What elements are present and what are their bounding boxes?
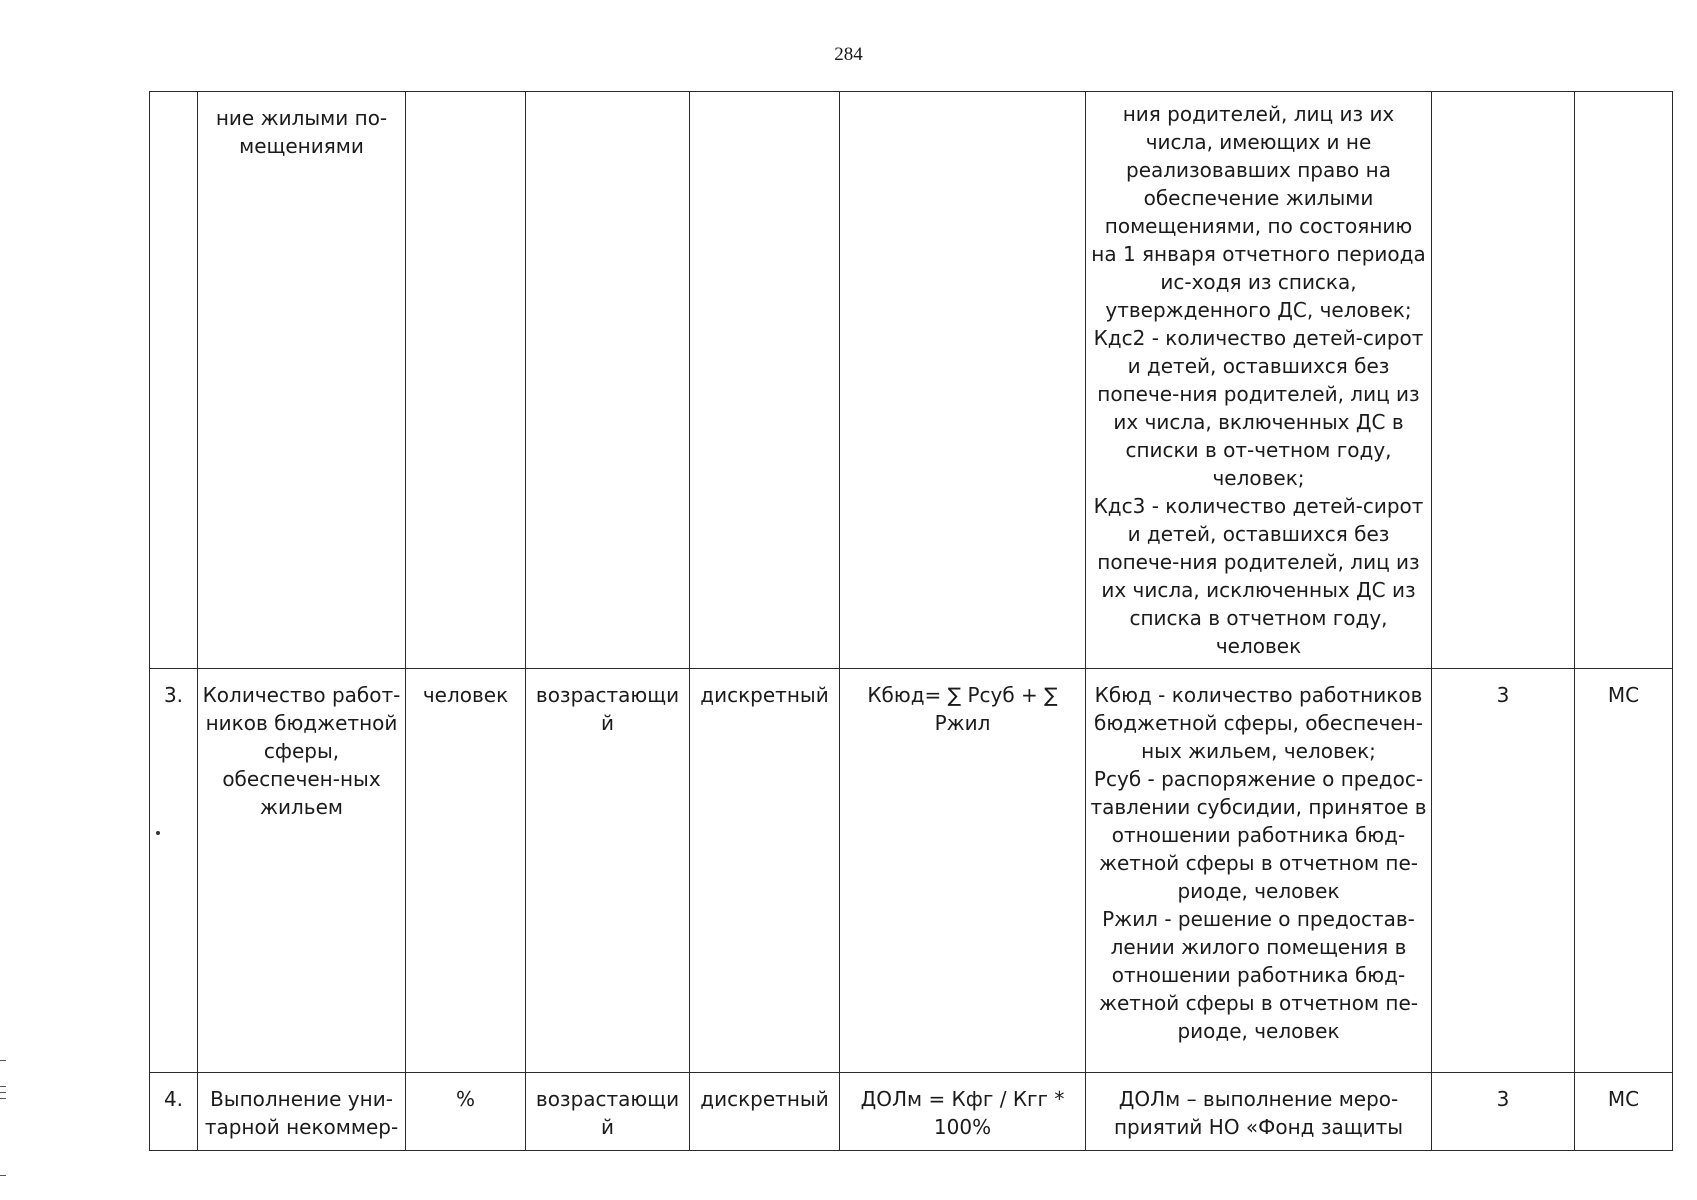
margin-mark [0, 1086, 6, 1087]
formula-cell: ДОЛм = Кфг / Кгг * 100% [840, 1073, 1086, 1151]
margin-mark [0, 1060, 6, 1061]
responsible-cell: МС [1575, 669, 1673, 1073]
unit-cell: человек [406, 669, 526, 1073]
formula-cell [840, 92, 1086, 669]
description-cell [1086, 669, 1432, 1073]
page-number: 284 [834, 44, 863, 65]
row-number: 3. [150, 669, 198, 1073]
type-cell: дискретный [690, 1073, 840, 1151]
margin-mark [0, 1092, 6, 1093]
description-line: Кдс3 - количество детей-сирот и детей, оставшихся без попече-ния родителей, лиц из их числа, исключенных ДС из списка в отчетном году, человек [1093, 494, 1424, 658]
responsible-cell: МС [1575, 1073, 1673, 1151]
description-line: Рсуб - распоряжение о предос-тавлении субсидии, принятое в отношении работника бюд-жетной сферы в отчетном пе-риоде, человек [1090, 767, 1427, 903]
table-row [150, 92, 1673, 669]
value-cell: 3 [1432, 669, 1575, 1073]
margin-mark [0, 1175, 6, 1176]
responsible-cell [1575, 92, 1673, 669]
scan-speck [156, 831, 160, 835]
type-cell: дискретный [690, 669, 840, 1073]
formula-cell: Кбюд= ∑ Рсуб + ∑ Ржил [840, 669, 1086, 1073]
unit-cell: % [406, 1073, 526, 1151]
value-cell [1432, 92, 1575, 669]
indicator-name: Количество работ-ников бюджетной сферы, обеспечен-ных жильем [198, 669, 406, 1073]
direction-cell: возрастающий [526, 1073, 690, 1151]
indicator-table [149, 91, 1673, 1151]
row-number [150, 92, 198, 669]
description-line: Кдс2 - количество детей-сирот и детей, оставшихся без попече-ния родителей, лиц из их числа, включенных ДС в списки в от-четном году, человек; [1093, 326, 1424, 490]
table-row [150, 669, 1673, 1073]
value-cell: 3 [1432, 1073, 1575, 1151]
table-row [150, 1073, 1673, 1151]
margin-mark [0, 1098, 6, 1099]
direction-cell: возрастающий [526, 669, 690, 1073]
description-line: Ржил - решение о предостав-лении жилого помещения в отношении работника бюд-жетной сферы в отчетном пе-риоде, человек [1098, 907, 1419, 1043]
type-cell [690, 92, 840, 669]
row-number: 4. [150, 1073, 198, 1151]
direction-cell [526, 92, 690, 669]
unit-cell [406, 92, 526, 669]
description-line: ДОЛм – выполнение меро-приятий НО «Фонд защиты [1113, 1087, 1404, 1139]
description-cell [1086, 1073, 1432, 1151]
description-line: ния родителей, лиц из их числа, имеющих и не реализовавших право на обеспечение жилыми помещениями, по состоянию на 1 января отчетного периода ис-ходя из списка, утвержденного ДС, человек; [1091, 102, 1426, 322]
description-line: Кбюд - количество работников бюджетной сферы, обеспечен-ных жильем, человек; [1094, 683, 1423, 763]
description-cell [1086, 92, 1432, 669]
indicator-name: Выполнение уни-тарной некоммер- [198, 1073, 406, 1151]
indicator-name: ние жилыми по-мещениями [198, 92, 406, 669]
